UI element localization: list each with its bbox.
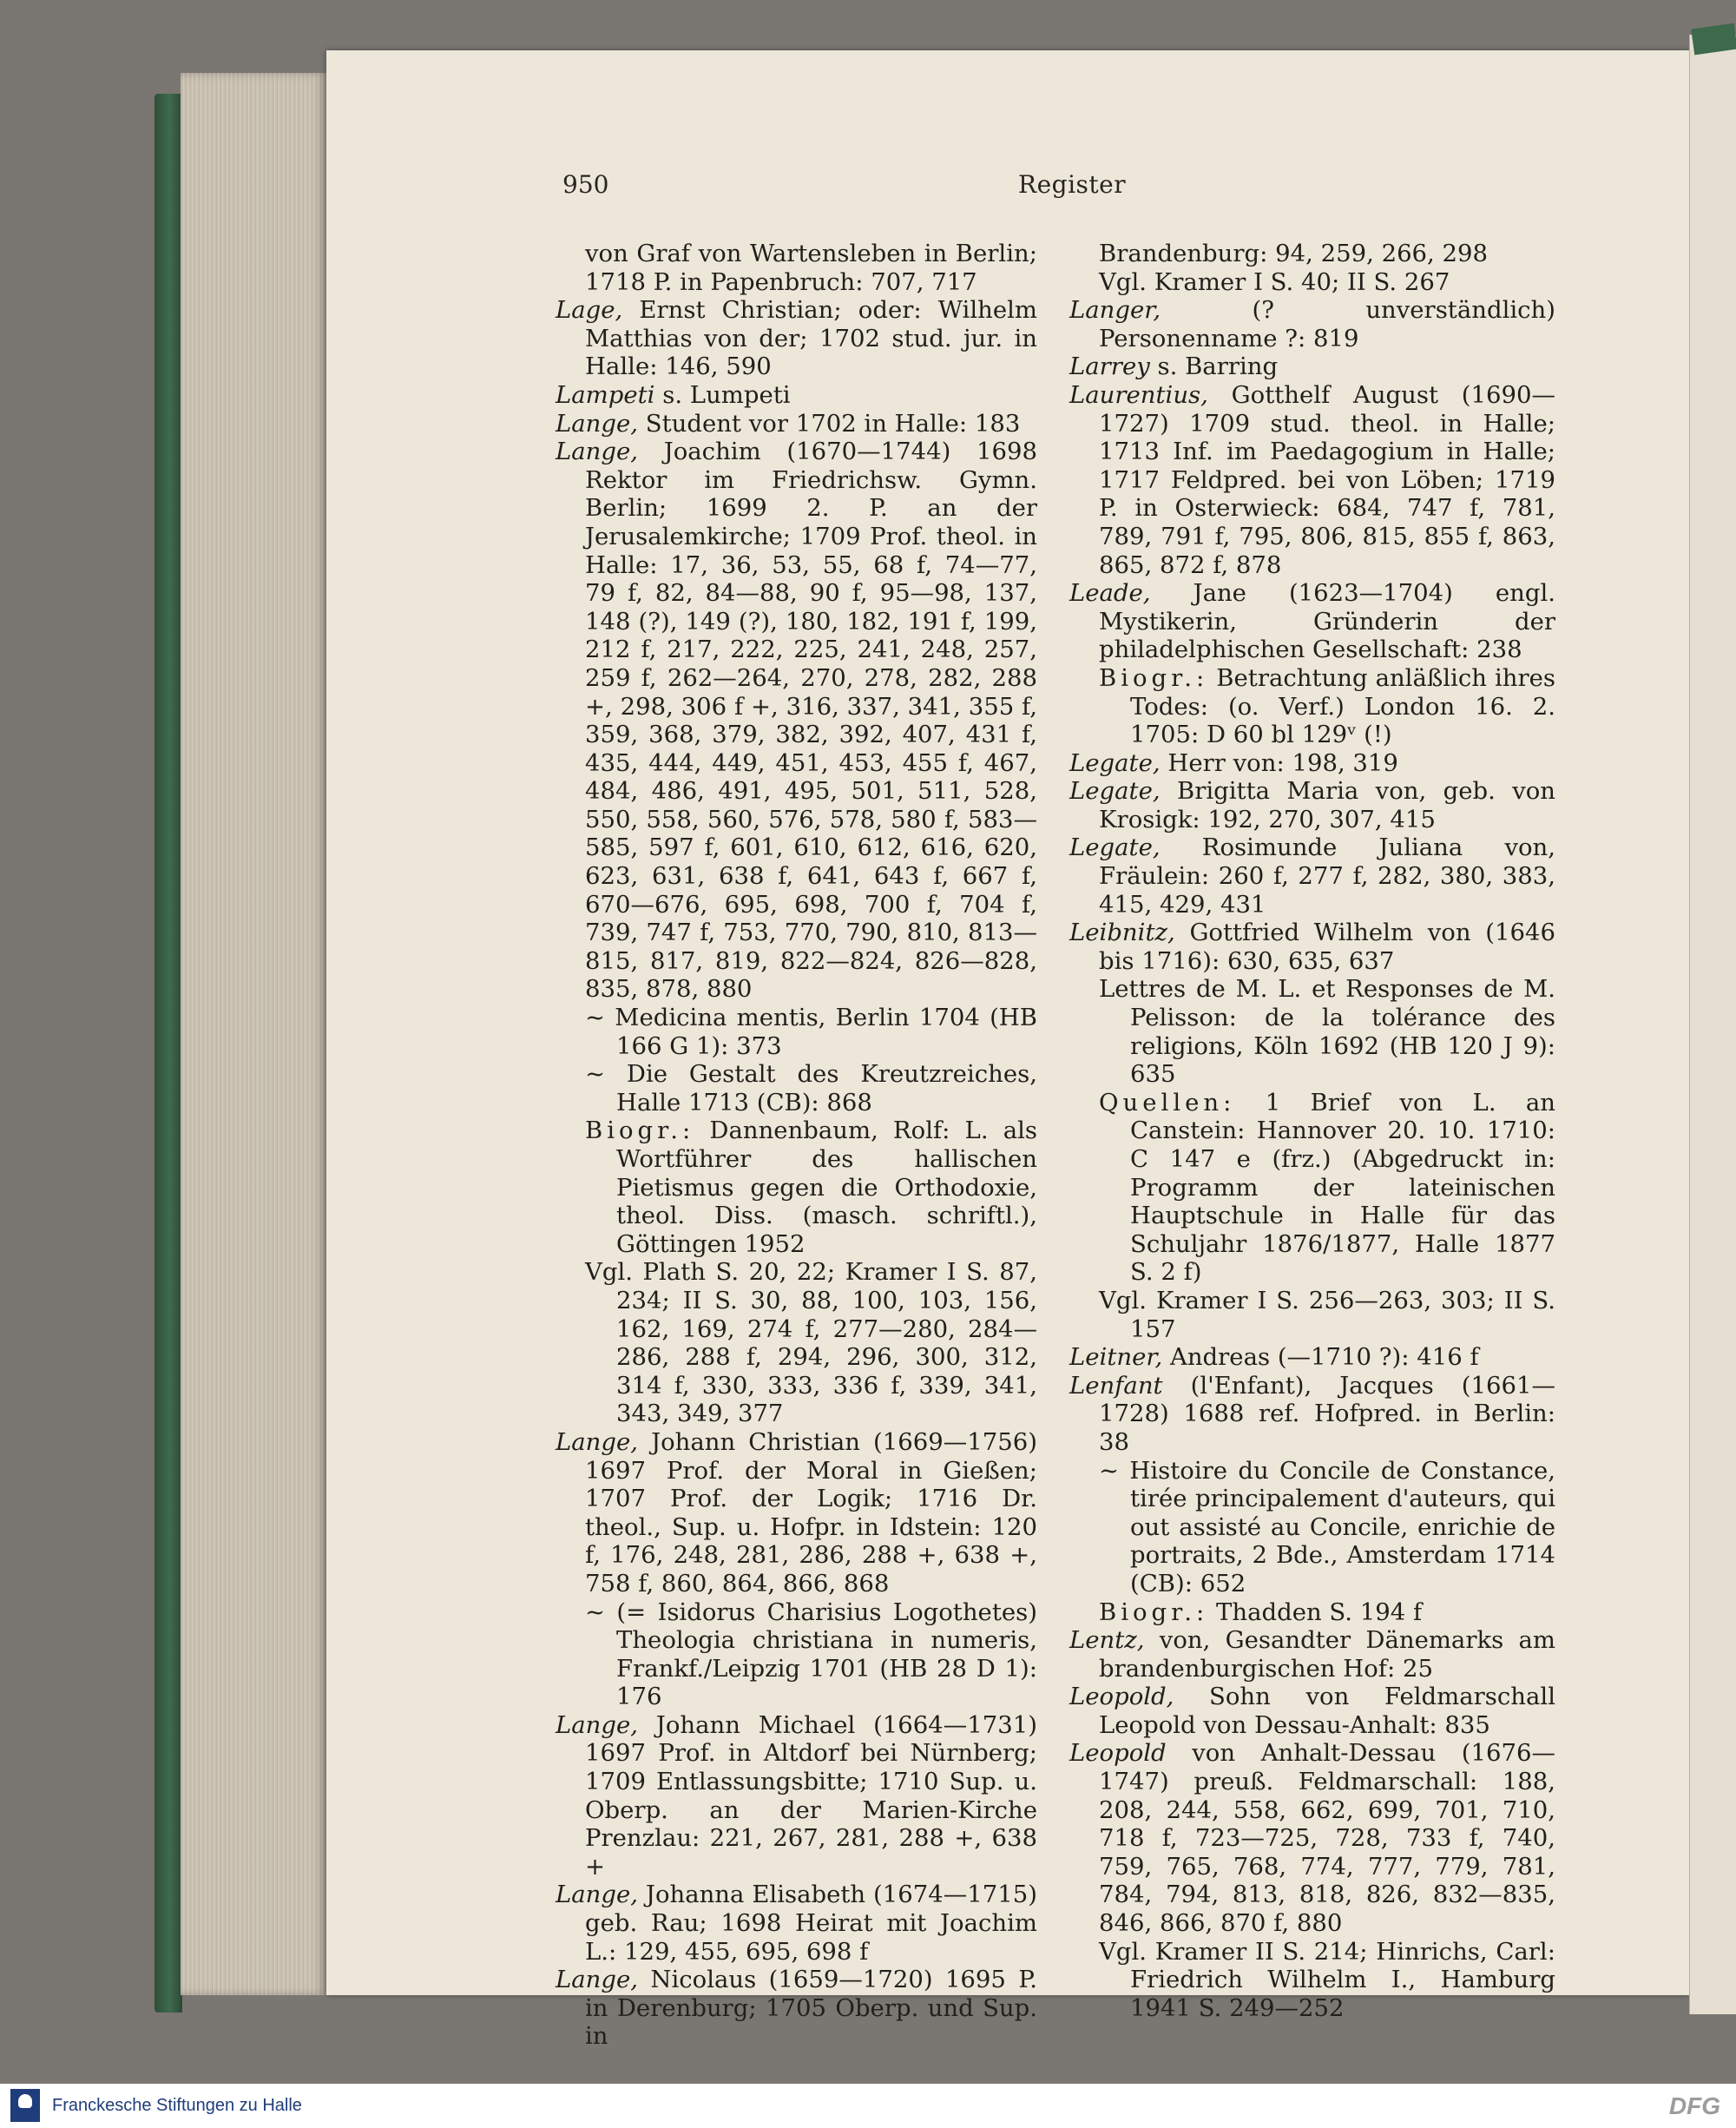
- entry-text: Brandenburg: 94, 259, 266, 298: [1099, 240, 1489, 267]
- register-subentry: [556, 1004, 1037, 1060]
- register-subentry: [1069, 268, 1555, 297]
- entry-name: Lange,: [556, 438, 638, 466]
- register-entry: [556, 1428, 1037, 1598]
- entry-text: Ernst Christian; oder: Wilhelm Matthias von der; 1702 stud. jur. in Halle: 146, 590: [585, 296, 1037, 381]
- entry-text: Dannenbaum, Rolf: L. als Wortführer des hallischen Pietismus gegen die Orthodoxie, theol. Diss. (masch. schriftl.), Göttingen 1952: [616, 1117, 1037, 1258]
- register-subentry: [1069, 1938, 1555, 2023]
- entry-text: Johann Christian (1669—1756) 1697 Prof. der Moral in Gießen; 1707 Prof. der Logik; 1716 Dr. theol., Sup. u. Hofpr. in Idstein: 120 f, 176, 248, 281, 286, 288 +, 638 +, 758 f, 860, 864, 866, 868: [585, 1427, 1037, 1598]
- register-entry: [556, 296, 1037, 381]
- left-column: [556, 240, 1037, 2051]
- entry-name: Lampeti: [556, 380, 655, 409]
- register-entry: [1069, 1626, 1555, 1683]
- entry-name: Leibnitz,: [1069, 919, 1175, 947]
- entry-name: Langer,: [1069, 296, 1161, 325]
- book-spine: [155, 94, 182, 2013]
- institution-name[interactable]: Franckesche Stiftungen zu Halle: [52, 2096, 302, 2115]
- entry-text: s. Lumpeti: [654, 380, 791, 409]
- register-entry: [556, 1711, 1037, 1881]
- register-entry: [556, 438, 1037, 1004]
- entry-text: Student vor 1702 in Halle: 183: [638, 409, 1021, 438]
- running-head: Register: [1018, 170, 1127, 199]
- register-entry: [1069, 1739, 1555, 1937]
- entry-name: Lange,: [556, 1881, 638, 1909]
- register-entry: [1069, 240, 1555, 268]
- entry-text: Johanna Elisabeth (1674—1715) geb. Rau; 1698 Heirat mit Joachim L.: 129, 455, 695, 698 f: [585, 1881, 1037, 1966]
- entry-name: Legate,: [1069, 833, 1161, 862]
- register-subentry: [1069, 1287, 1555, 1343]
- entry-text: Thadden S. 194 f: [1208, 1598, 1423, 1626]
- register-entry: [556, 1881, 1037, 1966]
- entry-text: Gotthelf August (1690—1727) 1709 stud. theol. in Halle; 1713 Inf. im Paedagogium in Halle; 1717 Feldpred. bei von Löben; 1719 P. in Osterwieck: 684, 747 f, 781, 789, 791 f, 795, 806, 815, 855 f, 863, 865, 872 f, 878: [1099, 380, 1555, 579]
- entry-text: Andreas (—1710 ?): 416 f: [1162, 1343, 1479, 1372]
- entry-text: s. Barring: [1149, 352, 1279, 381]
- register-entry: [556, 410, 1037, 438]
- page-stack: [181, 73, 326, 1995]
- entry-name: Lentz,: [1069, 1626, 1145, 1655]
- entry-name: Larrey: [1069, 352, 1150, 381]
- next-page-edge: [1689, 35, 1736, 2014]
- entry-name: Leopold: [1069, 1739, 1167, 1768]
- register-entry: [1069, 833, 1555, 919]
- entry-text: Vgl. Plath S. 20, 22; Kramer I S. 87, 234; II S. 30, 88, 100, 103, 156, 162, 169, 274 f, 277—280, 284—286, 288 f, 294, 296, 300, 312, 314 f, 330, 333, 336 f, 339, 341, 343, 349, 377: [585, 1258, 1037, 1428]
- entry-text: Vgl. Kramer II S. 214; Hinrichs, Carl: Friedrich Wilhelm I., Hamburg 1941 S. 249—252: [1099, 1937, 1555, 2022]
- entry-text: Lettres de M. L. et Responses de M. Pelisson: de la tolérance des religions, Köln 1692 (HB 120 J 9): 635: [1099, 975, 1555, 1089]
- entry-text: ~ Histoire du Concile de Constance, tirée principalement d'auteurs, qui out assisté au Concile, enrichie de portraits, 2 Bde., Amsterdam 1714 (CB): 652: [1099, 1456, 1555, 1598]
- register-entry: [1069, 296, 1555, 352]
- entry-text: von Anhalt-Dessau (1676—1747) preuß. Feldmarschall: 188, 208, 244, 558, 662, 699, 701, 710, 718 f, 723—725, 728, 733 f, 740, 759, 765, 768, 774, 777, 779, 781, 784, 794, 813, 818, 826, 832—835, 846, 866, 870 f, 880: [1099, 1739, 1555, 1938]
- entry-text: Vgl. Kramer I S. 40; II S. 267: [1099, 267, 1450, 296]
- entry-text: ~ Medicina mentis, Berlin 1704 (HB 166 G 1): 373: [585, 1004, 1037, 1060]
- page-header: [562, 170, 1548, 208]
- viewer-footer: [0, 2084, 1736, 2128]
- register-entry: [1069, 579, 1555, 664]
- entry-name: Legate,: [1069, 748, 1161, 777]
- register-entry: [556, 381, 1037, 410]
- register-subentry: [1069, 975, 1555, 1088]
- register-entry: [1069, 1343, 1555, 1372]
- register-entry: [1069, 381, 1555, 579]
- entry-name: Lage,: [556, 296, 623, 325]
- register-subentry: [556, 1258, 1037, 1428]
- register-entry: [1069, 1683, 1555, 1739]
- register-entry: [556, 240, 1037, 296]
- entry-name: Lange,: [556, 1427, 638, 1456]
- entry-text: ~ Die Gestalt des Kreutzreiches, Halle 1713 (CB): 868: [585, 1060, 1037, 1117]
- entry-name: Lenfant: [1069, 1371, 1163, 1400]
- entry-name: Leitner,: [1069, 1343, 1163, 1372]
- entry-text: von, Gesandter Dänemarks am brandenburgischen Hof: 25: [1099, 1626, 1555, 1683]
- register-entry: [1069, 919, 1555, 975]
- entry-name: Laurentius,: [1069, 380, 1208, 409]
- right-column: [1069, 240, 1555, 2022]
- entry-name: Lange,: [556, 1710, 638, 1739]
- entry-text: Gottfried Wilhelm von (1646 bis 1716): 630, 635, 637: [1099, 919, 1555, 975]
- register-entry: [556, 1966, 1037, 2051]
- entry-text: ~ (= Isidorus Charisius Logothetes) Theologia christiana in numeris, Frankf./Leipzig 1701 (HB 28 D 1): 176: [585, 1598, 1037, 1711]
- register-entry: [1069, 1372, 1555, 1457]
- section-label: Biogr.:: [1099, 663, 1209, 692]
- entry-text: Herr von: 198, 319: [1160, 748, 1398, 777]
- entry-text: Brigitta Maria von, geb. von Krosigk: 192, 270, 307, 415: [1099, 777, 1555, 833]
- entry-name: Leade,: [1069, 579, 1151, 608]
- entry-text: (? unverständlich) Personenname ?: 819: [1099, 296, 1555, 352]
- register-subentry: [556, 1060, 1037, 1117]
- entry-text: Betrachtung anläßlich ihres Todes: (o. Verf.) London 16. 2. 1705: D 60 bl 129ᵛ (!): [1130, 663, 1555, 749]
- page-number: 950: [562, 170, 609, 199]
- entry-text: Rosimunde Juliana von, Fräulein: 260 f, 277 f, 282, 380, 383, 415, 429, 431: [1099, 833, 1555, 919]
- entry-text: Nicolaus (1659—1720) 1695 P. in Derenburg; 1705 Oberp. und Sup. in: [585, 1966, 1037, 2051]
- register-subentry: [1069, 1089, 1555, 1287]
- register-entry: [1069, 777, 1555, 833]
- entry-text: Sohn von Feldmarschall Leopold von Dessau-Anhalt: 835: [1099, 1683, 1555, 1739]
- entry-text: (l'Enfant), Jacques (1661—1728) 1688 ref. Hofpred. in Berlin: 38: [1099, 1371, 1555, 1456]
- register-subentry: [556, 1117, 1037, 1258]
- entry-text: 1 Brief von L. an Canstein: Hannover 20. 10. 1710: C 147 e (frz.) (Abgedruckt in: Programm der lateinischen Hauptschule in Halle für das Schuljahr 1876/1877, Halle 1877 S. 2 f): [1130, 1088, 1555, 1287]
- entry-name: Leopold,: [1069, 1683, 1174, 1711]
- entry-name: Legate,: [1069, 777, 1161, 806]
- section-label: Biogr.:: [585, 1117, 695, 1145]
- entry-text: Jane (1623—1704) engl. Mystikerin, Gründerin der philadelphischen Gesellschaft: 238: [1099, 579, 1555, 664]
- section-label: Biogr.:: [1099, 1598, 1209, 1626]
- register-entry: [1069, 749, 1555, 778]
- register-subentry: [1069, 1457, 1555, 1598]
- entry-text: Joachim (1670—1744) 1698 Rektor im Friedrichsw. Gymn. Berlin; 1699 2. P. an der Jerusalemkirche; 1709 Prof. theol. in Halle: 17, 36, 53, 55, 68 f, 74—77, 79 f, 82, 84—88, 90 f, 95—98, 137, 148 (?), 149 (?), 180, 182, 191 f, 199, 212 f, 217, 222, 225, 241, 248, 257, 259 f, 262—264, 270, 278, 282, 288 +, 298, 306 f +, 316, 337, 341, 355 f, 359, 368, 379, 382, 392, 407, 431 f, 435, 444, 449, 451, 453, 455 f, 467, 484, 486, 491, 495, 501, 511, 528, 550, 558, 560, 576, 578, 580 f, 583—585, 597 f, 601, 610, 612, 616, 620, 623, 631, 638 f, 641, 643 f, 667 f, 670—676, 695, 698, 700 f, 704 f, 739, 747 f, 753, 770, 790, 810, 813—815, 817, 819, 822—824, 826—828, 835, 878, 880: [585, 438, 1037, 1004]
- register-subentry: [556, 1598, 1037, 1711]
- entry-text: Vgl. Kramer I S. 256—263, 303; II S. 157: [1099, 1286, 1555, 1343]
- section-label: Quellen:: [1099, 1088, 1236, 1117]
- dfg-logo[interactable]: DFG: [1668, 2092, 1720, 2119]
- entry-name: Lange,: [556, 1966, 638, 1994]
- register-subentry: [1069, 1598, 1555, 1627]
- entry-name: Lange,: [556, 409, 638, 438]
- entry-text: von Graf von Wartensleben in Berlin; 1718 P. in Papenbruch: 707, 717: [585, 240, 1037, 296]
- register-entry: [1069, 352, 1555, 381]
- institution-logo-icon[interactable]: [10, 2089, 40, 2122]
- register-subentry: [1069, 664, 1555, 749]
- entry-text: Johann Michael (1664—1731) 1697 Prof. in Altdorf bei Nürnberg; 1709 Entlassungsbitte; 1710 Sup. u. Oberp. an der Marien-Kirche Prenzlau: 221, 267, 281, 288 +, 638 +: [585, 1710, 1037, 1881]
